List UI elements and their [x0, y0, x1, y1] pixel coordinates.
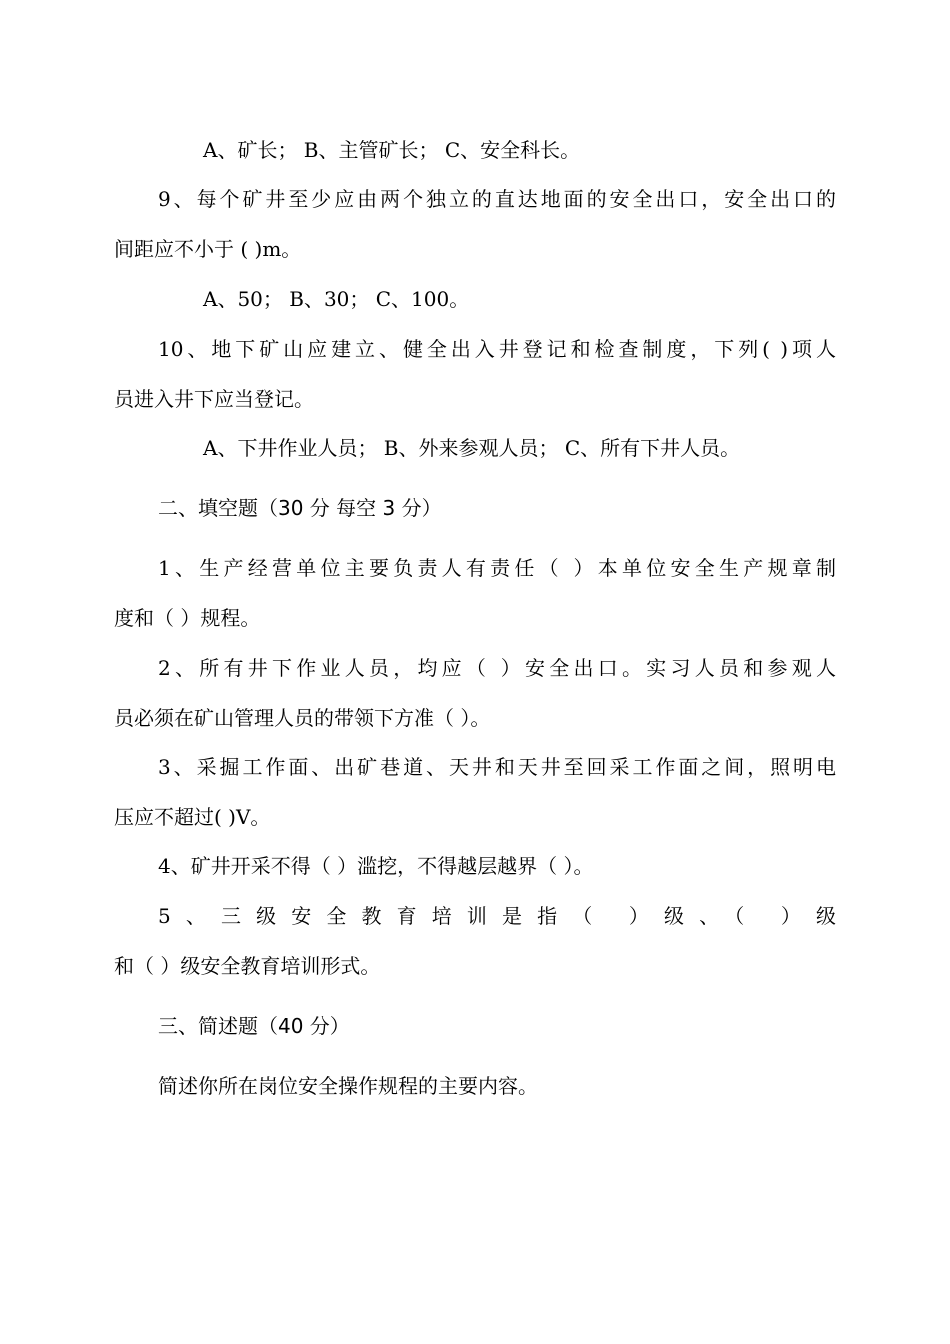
section3-prompt: 简述你所在岗位安全操作规程的主要内容。 [158, 1074, 538, 1098]
s2-q2-line2: 员必须在矿山管理人员的带领下方准（ ）。 [114, 706, 491, 730]
s2-q1-line1: 1、生产经营单位主要负责人有责任（ ）本单位安全生产规章制 [158, 556, 836, 580]
s2-q5-line1: 5、三级安全教育培训是指（ ）级、（ ）级 [158, 904, 836, 928]
q8-options: A、矿长； B、主管矿长； C、安全科长。 [203, 138, 581, 162]
section3-heading: 三、简述题（40 分） [158, 1014, 350, 1038]
s2-q4-line1: 4、矿井开采不得（ ）滥挖，不得越层越界（ ）。 [158, 854, 594, 878]
s2-q3-line1: 3、采掘工作面、出矿巷道、天井和天井至回采工作面之间，照明电 [158, 755, 836, 779]
s2-q2-line1: 2、所有井下作业人员，均应（ ）安全出口。实习人员和参观人 [158, 656, 836, 680]
section2-heading: 二、填空题（30 分 每空 3 分） [158, 496, 442, 520]
q10-options: A、下井作业人员； B、外来参观人员； C、所有下井人员。 [203, 436, 741, 460]
s2-q3-line2: 压应不超过( )V。 [114, 805, 271, 829]
s2-q1-line2: 度和（ ）规程。 [114, 606, 261, 630]
q9-text-line1: 9、每个矿井至少应由两个独立的直达地面的安全出口，安全出口的 [158, 187, 836, 211]
q10-text-line1: 10、地下矿山应建立、健全出入井登记和检查制度，下列( )项人 [158, 337, 836, 361]
q9-text-line2: 间距应不小于 ( )m。 [114, 237, 302, 261]
q10-text-line2: 员进入井下应当登记。 [114, 387, 314, 411]
q9-options: A、50； B、30； C、100。 [203, 287, 470, 311]
s2-q5-line2: 和（ ）级安全教育培训形式。 [114, 954, 381, 978]
